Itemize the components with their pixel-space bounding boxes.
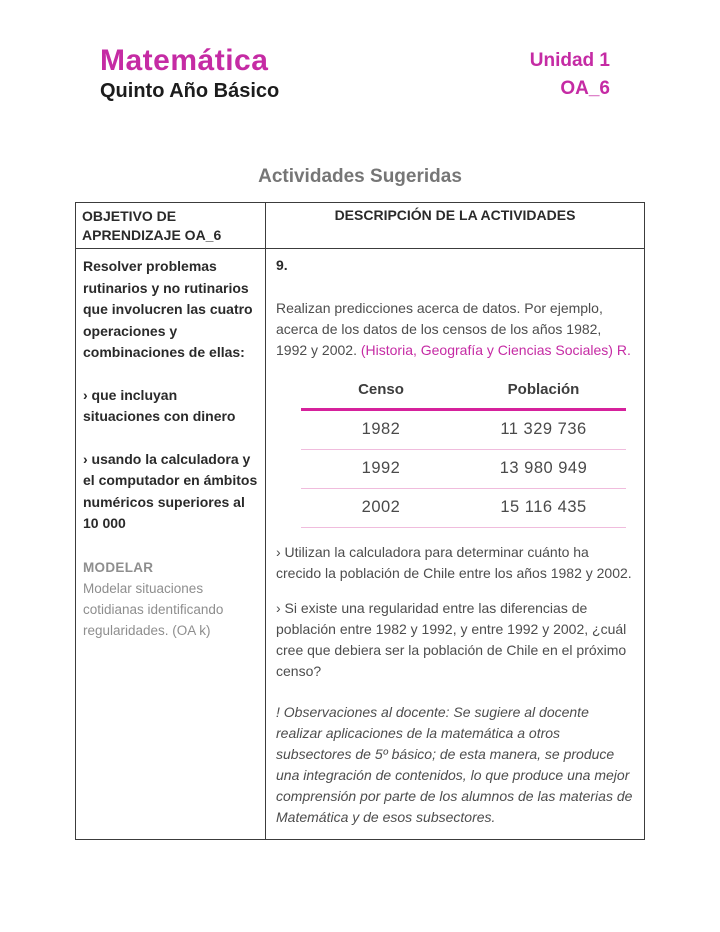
census-year: 1992	[301, 450, 461, 489]
objective-cell	[76, 249, 266, 839]
census-population: 13 980 949	[461, 450, 626, 489]
activity-cell	[266, 249, 644, 839]
census-year: 1982	[301, 410, 461, 450]
document-header	[100, 44, 279, 103]
unit-label: Unidad 1	[529, 50, 610, 71]
activity-bullet-regularity: › Si existe una regularidad entre las diferencias de población entre 1982 y 1992, y entre 1992 y 2002, ¿cuál cree que debiera ser la población de Chile en el próximo censo?	[276, 600, 627, 679]
subject-cross-reference: (Historia, Geografía y Ciencias Sociales) R.	[360, 342, 631, 358]
objective-bullet-calculator: › usando la calculadora y el computador en ámbitos numéricos superiores al 10 000	[83, 450, 258, 531]
activity-bullet-calculator: › Utilizan la calculadora para determinar cuánto ha crecido la población de Chile entre los años 1982 y 2002.	[276, 544, 632, 581]
census-header-poblacion: Población	[461, 375, 626, 410]
modelar-heading: MODELAR	[83, 559, 154, 575]
oa-code-label: OA_6	[560, 78, 610, 99]
objective-intro: Resolver problemas rutinarios y no rutinarios que involucren las cuatro operaciones y combinaciones de ellas:	[83, 258, 253, 360]
census-population: 15 116 435	[461, 489, 626, 528]
document-header-right	[530, 50, 610, 100]
census-header-censo: Censo	[301, 375, 461, 410]
activities-table	[75, 202, 645, 840]
census-data-table	[301, 375, 626, 528]
modelar-block	[83, 557, 258, 641]
page-title: Actividades Sugeridas	[258, 166, 462, 187]
table-row	[301, 410, 626, 450]
modelar-text: Modelar situaciones cotidianas identificando regularidades. (OA k)	[83, 580, 224, 638]
table-row	[301, 489, 626, 528]
census-header-row	[301, 375, 626, 410]
objective-column-header: OBJETIVO DE APRENDIZAJE OA_6	[76, 203, 266, 249]
census-year: 2002	[301, 489, 461, 528]
table-row	[301, 450, 626, 489]
teacher-observations-note: ! Observaciones al docente: Se sugiere al docente realizar aplicaciones de la matemática a otros subsectores de 5º básico; de esta manera, se produce una integración de contenidos, lo que produce una mejor comprensión por parte de los alumnos de las materias de Matemática y de esos subsectores.	[276, 704, 633, 825]
activity-number: 9.	[276, 257, 288, 273]
description-column-header: DESCRIPCIÓN DE LA ACTIVIDADES	[266, 203, 644, 249]
subject-title: Matemática	[100, 44, 269, 77]
objective-bullet-money: › que incluyan situaciones con dinero	[83, 386, 236, 424]
activity-intro	[276, 298, 636, 361]
activity-intro-text: Realizan predicciones acerca de datos. Por ejemplo, acerca de los datos de los censos de los años 1982, 1992 y 2002.	[276, 300, 603, 358]
grade-subtitle: Quinto Año Básico	[100, 80, 280, 102]
census-population: 11 329 736	[461, 410, 626, 450]
